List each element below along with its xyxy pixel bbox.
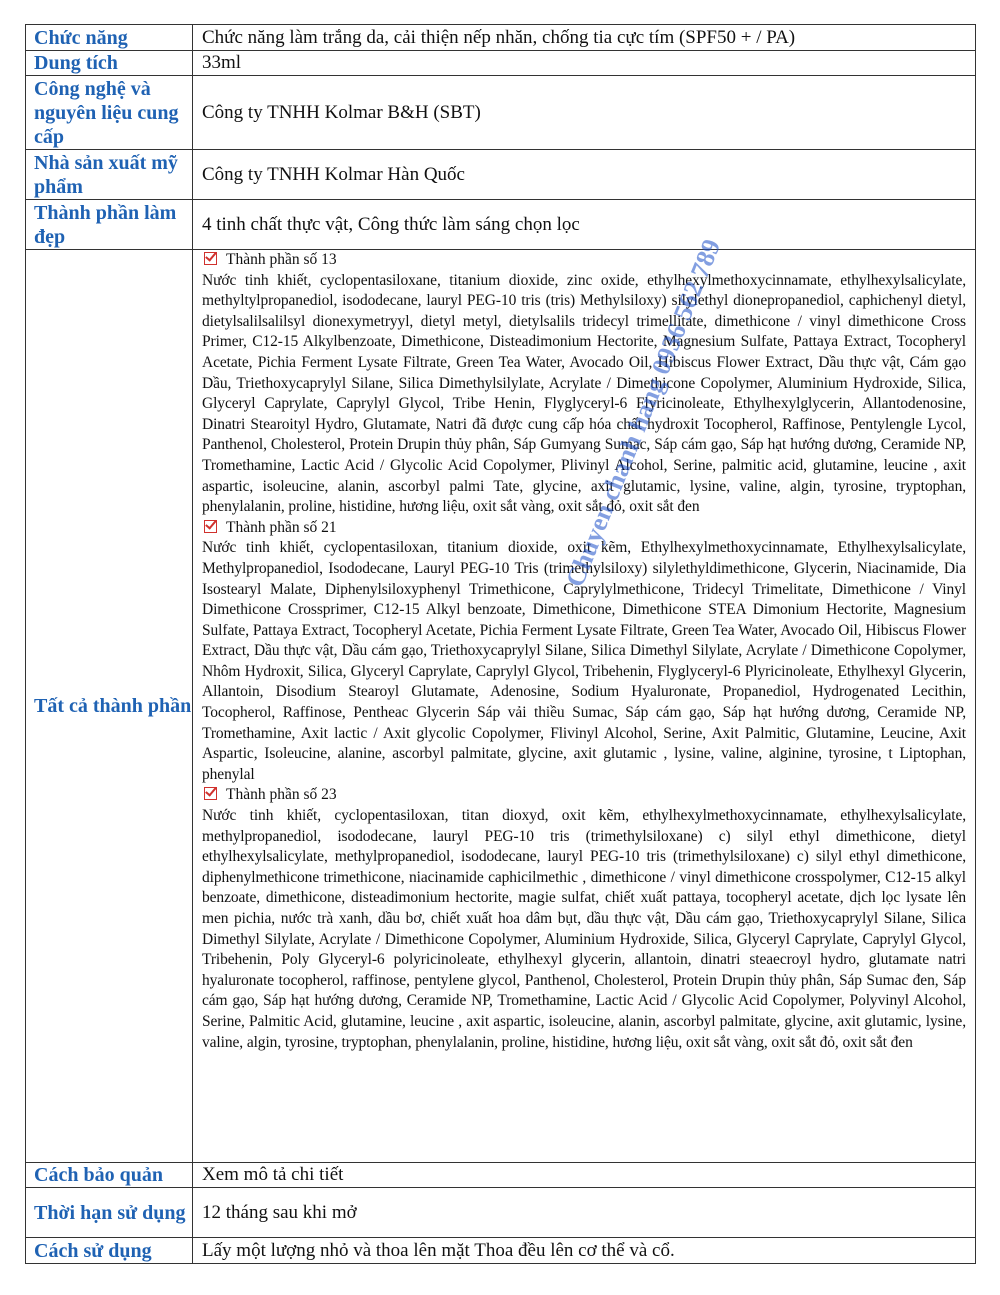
row-all-ingredients xyxy=(26,250,976,1163)
section-ingredient-list: Nước tinh khiết, cyclopentasiloxane, titanium dioxide, zinc oxide, ethylhexylmethoxycinnamate, ethylhexylsalicylate, methyltylpropanediol, isododecane, lauryl PEG-10 tris (tris) Methylsiloxy) silylethyl dionepropanediol, caphichenyl dietyl, dietylsalilsalilsyl dionexymetryyl, dietyl metyl, dietylsalils tridecyl trimellitate, dimethicone / vinyl dimethicone Cross Primer, C12-15 Alkylbenzoate, Dimethicone, Disteadimonium Hectorite, Magnesium Sulfate, Pattaya Extract, Tocopheryl Acetate, Pichia Ferment Lysate Filtrate, Green Tea Water, Avocado Oil, Hibiscus Flower Extract, Dầu thực vật, Cám gạo Dầu, Triethoxycaprylyl Silane, Silica Dimethylsilylate, Acrylate / Dimethicone Copolymer, Aluminium Hydroxide, Silica, Glyceryl Caprylate, Caprylyl Glycol, Tribe Henin, Flyglyceryl-6 Flyricinoleate, Ethylhexylglycerin, Allantodenosine, Dinatri Stearoityl Hydro, Glutamate, Natri đã được cung cấp hóa chất hydroxit Tocopherol, Raffinose, Pentylengle Lycol, Panthenol, Cholesterol, Protein Drupin thủy phân, Sáp Gumyang Sumac, Sáp cám gạo, Sáp hạt hướng dương, Ceramide NP, Tromethamine, Lactic Acid / Glycolic Acid Copolymer, Plivinyl Alcohol, Serine, palmitic acid, glutamine, leucine , axit aspartic, isoleucine, alanin, ascorbyl palmi Tate, glycine, axit glutamic, lysine, valine, algin, tyrosine, tryptophan, phenylalanin, proline, histidine, hương liệu, oxit sắt vàng, oxit sắt đỏ, oxit sắt đen xyxy=(202,271,966,516)
value-storage: Xem mô tả chi tiết xyxy=(193,1163,976,1188)
row-technology xyxy=(26,76,976,150)
label-manufacturer: Nhà sản xuất mỹ phẩm xyxy=(26,150,193,200)
checked-box-icon xyxy=(204,520,217,533)
section-title: Thành phần số 23 xyxy=(226,786,337,804)
value-shelf-life: 12 tháng sau khi mở xyxy=(193,1188,976,1238)
label-all-ingredients: Tất cả thành phần xyxy=(26,250,193,1163)
value-capacity: 33ml xyxy=(193,51,976,76)
row-beauty-ingredients xyxy=(26,200,976,250)
row-function xyxy=(26,25,976,51)
product-spec-table xyxy=(25,24,976,1264)
label-usage: Cách sử dụng xyxy=(26,1238,193,1264)
ingredient-section-13 xyxy=(202,250,966,518)
label-function: Chức năng xyxy=(26,25,193,51)
row-storage xyxy=(26,1163,976,1188)
label-technology: Công nghệ và nguyên liệu cung cấp xyxy=(26,76,193,150)
label-shelf-life: Thời hạn sử dụng xyxy=(26,1188,193,1238)
ingredients-cell xyxy=(193,250,976,1163)
section-ingredient-list: Nước tinh khiết, cyclopentasiloxan, titan dioxyd, oxit kẽm, ethylhexylmethoxycinnamate, ethylhexylsalicylate, methylpropanediol, isododecane, lauryl PEG-10 tris (trimethylsiloxane) c) silyl ethyl dimethicone, dietyl ethylhexylsalicylate, methylpropanediol, isododecane, lauryl PEG-10 tris (trimethylsiloxane) c) silyl ethyl dimethicone, diphenylmethicone trimethicone, niacinamide caphicilmethic , dimethicone / vinyl dimethicone crosspolymer, C12-15 alkyl benzoate, dimethicone, disteadimonium hectorite, magie sulfat, chiết xuất pattaya, tocopheryl acetate, dịch lọc lysate lên men pichia, nước trà xanh, dầu bơ, chiết xuất hoa dâm bụt, dầu thực vật, Dầu cám gạo, Triethoxycaprylyl Silane, Silica Dimethyl Silylate, Acrylate / Dimethicone Copolymer, Aluminium Hydroxide, Silica, Glyceryl Caprylate, Caprylyl Glycol, Tribehenin, Poly Glyceryl-6 polyricinoleate, ethylhexyl glycerin, allantoin, dinatri steaecroyl hydro, glutamate natri hyaluronate tocopherol, raffinose, pentylene glycol, Panthenol, Cholesterol, Protein Drupin thủy phân, Sáp Sumac đen, Sáp cám gạo, Sáp hạt hướng dương, Ceramide NP, Tromethamine, Lactic Acid / Glycolic Acid Copolymer, Polyvinyl Alcohol, Serine, Palmitic Acid, glutamine, leucine , axit aspartic, isoleucine, alanin, ascorbyl palmitate, glycine, axit glutamic, lysine, valine, algin, tyrosine, tryptophan, phenylalanin, proline, histidine, hương liệu, oxit sắt vàng, oxit sắt đỏ, oxit sắt đen xyxy=(202,807,966,1051)
value-function: Chức năng làm trắng da, cải thiện nếp nhăn, chống tia cực tím (SPF50 + / PA) xyxy=(193,25,976,51)
section-title: Thành phần số 21 xyxy=(226,518,337,536)
label-beauty-ingredients: Thành phần làm đẹp xyxy=(26,200,193,250)
section-heading xyxy=(202,785,966,806)
section-title: Thành phần số 13 xyxy=(226,251,337,268)
section-ingredient-list: Nước tinh khiết, cyclopentasiloxan, titanium dioxide, oxit kẽm, Ethylhexylmethoxycinnamate, Ethylhexylsalicylate, Methylpropanediol, Isododecane, Lauryl PEG-10 Tris (trimethylsiloxy) silylethyldimethicone, Glycerin, Niacinamide, Dia Isostearyl Malate, Diphenylsiloxyphenyl Trimethicone, Caprylylmethicone, Tridecyl Trimelitate, Dimethicone / Vinyl Dimethicone Crossprimer, C12-15 Alkyl benzoate, Dimethicone, Dimethicone STEA Dimonium Hectorite, Magnesium Sulfate, Pattaya Extract, Tocopheryl Acetate, Pichia Ferment Lysate Filtrate, Green Tea Water, Avocado Oil, Hibiscus Flower Extract, Dầu thực vật, Dầu cám gạo, Triethoxycaprylyl Silane, Silica Dimethyl Silylate, Acrylate / Dimethicone Copolymer, Nhôm Hydroxit, Silica, Glyceryl Caprylate, Caprylyl Glycol, Tribehenin, Flyglyceryl-6 Plyricinoleate, Ethylhexyl Glycerin, Allantoin, Disodium Stearoyl Glutamate, Adenosine, Sodium Hyaluronate, Propanediol, Hydrogenated Lecithin, Tocopherol, Raffinose, Pentheac Glycerin Sáp vải thiều Sumac, Sáp cám gạo, Sáp hạt hướng dương, Ceramide NP, Tromethamine, Axit lactic / Axit glycolic Copolymer, Flivinyl Alcohol, Serine, Axit Palmitic, Glutamine, Leucine, Axit Aspartic, Isoleucine, alanine, ascorbyl palmitate, glycine, axit glutamic , lysine, valine, alginine, tyrosine, t Liptophan, phenylal xyxy=(202,539,966,783)
label-storage: Cách bảo quản xyxy=(26,1163,193,1188)
watermark-text: Chuyen chanh hang 0936 562 789 xyxy=(560,235,727,591)
section-heading xyxy=(202,250,966,271)
value-technology: Công ty TNHH Kolmar B&H (SBT) xyxy=(193,76,976,150)
ingredient-section-21 xyxy=(202,518,966,786)
row-manufacturer xyxy=(26,150,976,200)
checked-box-icon xyxy=(204,787,217,800)
value-beauty-ingredients: 4 tinh chất thực vật, Công thức làm sáng chọn lọc xyxy=(193,200,976,250)
row-capacity xyxy=(26,51,976,76)
row-shelf-life xyxy=(26,1188,976,1238)
section-heading xyxy=(202,518,966,539)
value-manufacturer: Công ty TNHH Kolmar Hàn Quốc xyxy=(193,150,976,200)
label-capacity: Dung tích xyxy=(26,51,193,76)
ingredient-section-23 xyxy=(202,785,966,1053)
checked-box-icon xyxy=(204,252,217,265)
row-usage xyxy=(26,1238,976,1264)
value-usage: Lấy một lượng nhỏ và thoa lên mặt Thoa đều lên cơ thể và cổ. xyxy=(193,1238,976,1264)
